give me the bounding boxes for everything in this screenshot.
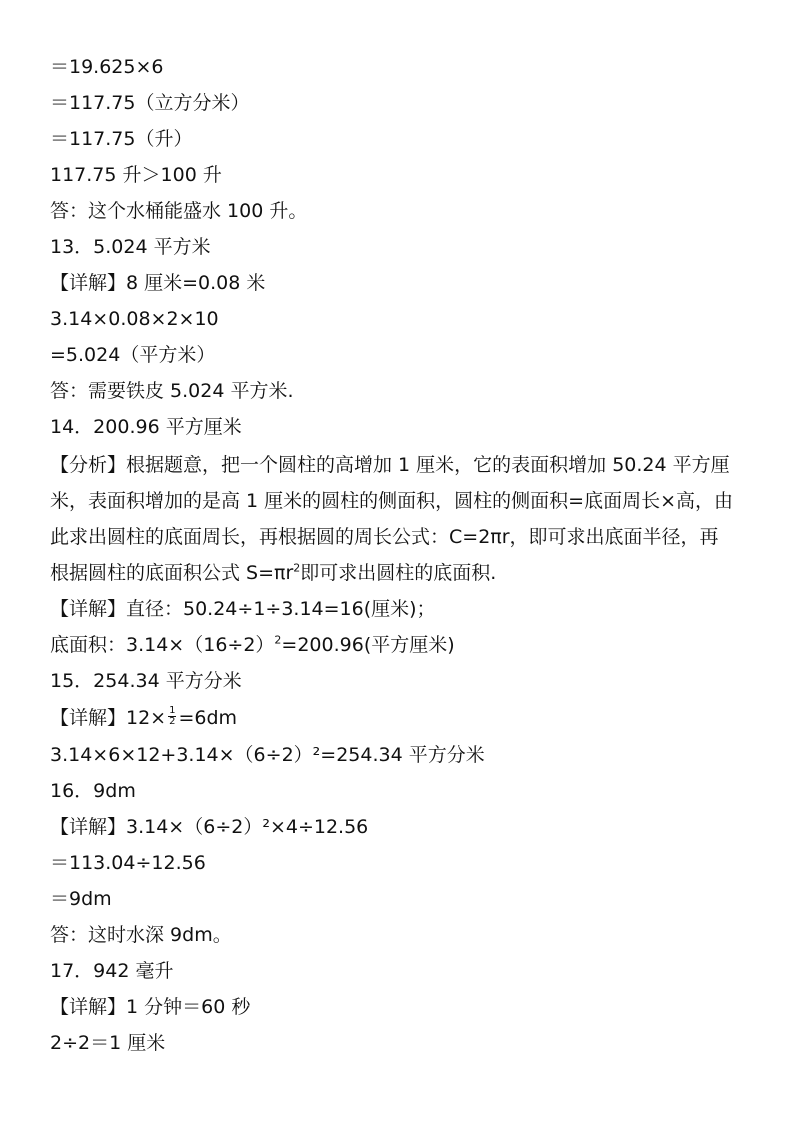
text-line: ＝117.75（立方分米） (50, 92, 250, 114)
text-line: 2÷2＝1 厘米 (50, 1032, 166, 1054)
detail-line: 【详解】直径：50.24÷1÷3.14=16(厘米)； (50, 598, 436, 620)
detail-line: 【详解】1 分钟＝60 秒 (50, 996, 251, 1018)
question-heading: 15．254.34 平方分米 (50, 670, 242, 692)
superscript: 2 (293, 561, 301, 575)
text-line: ＝117.75（升） (50, 128, 193, 150)
text-line (50, 632, 455, 658)
question-heading: 13．5.024 平方米 (50, 236, 211, 258)
fraction-denominator: 2 (169, 716, 176, 727)
text-line: 3.14×6×12+3.14×（6÷2）²=254.34 平方分米 (50, 744, 485, 766)
superscript: 2 (274, 633, 282, 647)
text-line: 117.75 升＞100 升 (50, 164, 222, 186)
text-segment: 底面积：3.14×（16÷2） (50, 634, 275, 656)
text-line: =5.024（平方米） (50, 344, 216, 366)
detail-line (50, 705, 237, 731)
analysis-line (50, 560, 496, 586)
question-heading: 14．200.96 平方厘米 (50, 416, 242, 438)
text-segment: 【详解】12× (50, 707, 167, 729)
answer-line: 答：这个水桶能盛水 100 升。 (50, 200, 308, 222)
fraction (168, 706, 176, 727)
answer-line: 答：这时水深 9dm。 (50, 924, 232, 946)
analysis-line: 【分析】根据题意，把一个圆柱的高增加 1 厘米，它的表面积增加 50.24 平方厘 (50, 454, 730, 476)
text-line: ＝113.04÷12.56 (50, 852, 206, 874)
text-segment: 根据圆柱的底面积公式 S=πr (50, 562, 294, 584)
analysis-line: 此求出圆柱的底面周长，再根据圆的周长公式：C=2πr，即可求出底面半径，再 (50, 526, 719, 548)
answer-line: 答：需要铁皮 5.024 平方米. (50, 380, 294, 402)
analysis-line: 米，表面积增加的是高 1 厘米的圆柱的侧面积，圆柱的侧面积=底面周长×高，由 (50, 490, 734, 512)
text-segment: =6dm (178, 707, 238, 729)
text-line: 3.14×0.08×2×10 (50, 308, 219, 330)
detail-line: 【详解】8 厘米=0.08 米 (50, 272, 266, 294)
detail-line: 【详解】3.14×（6÷2）²×4÷12.56 (50, 816, 369, 838)
question-heading: 17．942 毫升 (50, 960, 174, 982)
text-line: ＝9dm (50, 888, 112, 910)
text-segment: =200.96(平方厘米) (281, 634, 455, 656)
text-line: ＝19.625×6 (50, 56, 164, 78)
fraction-numerator: 1 (169, 705, 176, 716)
text-segment: 即可求出圆柱的底面积. (300, 562, 497, 584)
question-heading: 16．9dm (50, 780, 136, 802)
